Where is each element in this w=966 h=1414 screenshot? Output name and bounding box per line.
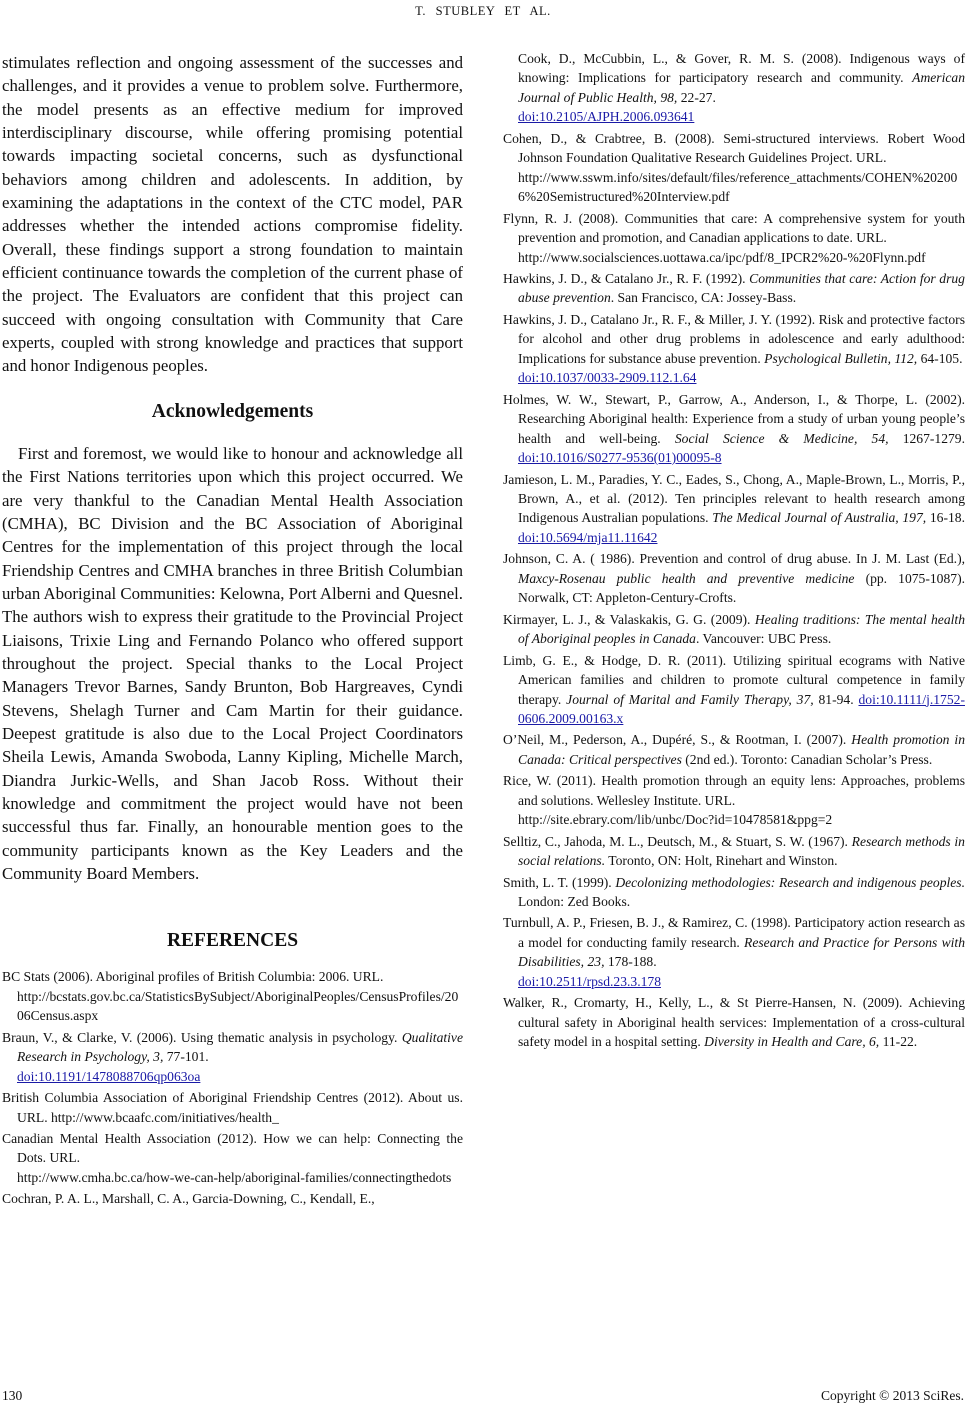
reference-text: Canadian Mental Health Association (2012). How we can help: Connecting the Dots. URL.	[2, 1130, 463, 1166]
reference-entry	[503, 310, 965, 388]
reference-text: Limb, G. E., & Hodge, D. R. (2011). Utilizing spiritual ecograms with Native American families and children to promote cultural competence in family therapy.	[503, 652, 965, 707]
reference-pages: 81-94.	[813, 691, 859, 707]
reference-journal: Psychological Bulletin, 112,	[764, 350, 918, 366]
reference-text: Smith, L. T. (1999).	[503, 874, 616, 890]
reference-doi-link[interactable]: doi:10.1111/j.1752-0606.2009.00163.x	[518, 691, 965, 726]
references-heading: REFERENCES	[166, 930, 299, 952]
reference-text: Selltiz, C., Jahoda, M. L., Deutsch, M., & Stuart, S. W. (1967).	[503, 833, 852, 849]
reference-text: Kirmayer, L. J., & Valaskakis, G. G. (2009).	[503, 611, 755, 627]
reference-journal: Journal of Marital and Family Therapy, 37,	[566, 691, 814, 707]
reference-text: O’Neil, M., Pederson, A., Dupéré, S., & Rootman, I. (2007).	[503, 732, 852, 748]
copyright-notice: Copyright © 2013 SciRes.	[820, 1388, 964, 1403]
reference-url[interactable]: http://www.sswm.info/sites/default/files/reference_attachments/COHEN%202006%20Semistructured%20Interview.pdf	[518, 169, 958, 205]
reference-doi-link[interactable]: doi:10.1191/1478088706qp063oa	[17, 1068, 201, 1084]
reference-entry	[2, 1129, 463, 1187]
reference-text: Flynn, R. J. (2008). Communities that care: A comprehensive system for youth prevention and promotion, and Canadian applications to date. URL.	[503, 210, 965, 246]
reference-text: Holmes, W. W., Stewart, P., Garrow, A., Anderson, I., & Thorpe, L. (2002). Researching Aboriginal health: Experience from a study of urban young people’s health and well-being.	[503, 391, 965, 446]
left-column	[2, 51, 463, 1211]
reference-text: Turnbull, A. P., Friesen, B. J., & Ramirez, C. (1998). Participatory action research as a model for conducting family research.	[503, 915, 965, 950]
reference-url[interactable]: http://www.cmha.bc.ca/how-we-can-help/aboriginal-families/connectingthedots	[17, 1169, 452, 1185]
reference-entry	[503, 269, 965, 308]
running-head: T. STUBLEY ET AL.	[415, 4, 551, 18]
reference-doi-link[interactable]: doi:10.1037/0033-2909.112.1.64	[518, 370, 697, 386]
reference-title: Healing traditions: The mental health of Aboriginal peoples in Canada	[518, 611, 965, 647]
reference-entry	[503, 549, 965, 607]
reference-title: Decolonizing methodologies: Research and indigenous peoples.	[615, 874, 965, 890]
reference-pages: 77-101.	[163, 1049, 209, 1065]
reference-publisher: (2nd ed.). Toronto: Canadian Scholar’s Press.	[681, 751, 933, 767]
acknowledgements-text: First and foremost, we would like to honour and acknowledge all the First Nations territories upon which this project occurred. We are very thankful to the Canadian Mental Health Association (CMHA), BC Division and the BC Association of Aboriginal Centres for the implementation of this project through the local Friendship Centres and CMHA branches in three British Columbian urban Aboriginal Communities: Kelowna, Port Alberni and Quesnel. The authors wish to express their gratitude to the Provincial Project Liaisons, Trixie Ling and Fernando Polanco who offered support throughout the project. Special thanks to the Local Project Managers Trevor Barnes, Sandy Brunton, Bob Hargreaves, Cyndi Stevens, Shelagh Turner and Cam Martin for their guidance. Deepest gratitude is also due to the Local Project Coordinators Sheila Lewis, Amanda Swoboda, Lanny Kipling, Michelle March, Diandra Jurkic-Wells, and Shan Jacob Ross. Without their knowledge and commitment the project would have not been successful thus far. Finally, an honourable mention goes to the community participants known as the Key Leaders and the Community Board Members.	[2, 443, 463, 883]
reference-journal: Social Science & Medicine, 54,	[674, 430, 889, 446]
reference-publisher: . San Francisco, CA: Jossey-Bass.	[610, 290, 797, 306]
reference-pages: 22-27.	[677, 89, 716, 105]
reference-title: Health promotion in Canada: Critical perspectives	[518, 732, 965, 767]
reference-title: Maxcy-Rosenau public health and preventive medicine	[518, 570, 855, 586]
reference-journal: The Medical Journal of Australia, 197,	[712, 510, 927, 526]
reference-entry	[503, 209, 965, 267]
reference-url[interactable]: http://bcstats.gov.bc.ca/StatisticsBySubject/AboriginalPeoples/CensusProfiles/2006Census.aspx	[17, 988, 459, 1024]
reference-pages: 11-22.	[879, 1034, 918, 1050]
reference-doi-link[interactable]: doi:10.2511/rpsd.23.3.178	[518, 973, 661, 989]
reference-entry	[503, 610, 965, 649]
reference-entry	[503, 993, 965, 1051]
reference-entry	[2, 1189, 469, 1208]
reference-pages: 16-18.	[926, 510, 965, 526]
reference-entry-continued	[503, 49, 965, 127]
reference-pages: 1267-1279.	[888, 430, 965, 446]
acknowledgements-heading: Acknowledgements	[151, 400, 314, 422]
reference-text: Hawkins, J. D., & Catalano Jr., R. F. (1992).	[503, 270, 750, 286]
reference-journal: Qualitative Research in Psychology, 3,	[17, 1029, 463, 1065]
reference-entry	[2, 967, 463, 1025]
reference-entry	[503, 873, 965, 912]
reference-pages: 178-188.	[604, 954, 657, 970]
reference-entry	[503, 730, 965, 769]
reference-text-first-line: Cochran, P. A. L., Marshall, C. A., Garcia-Downing, C., Kendall, E.,	[2, 1191, 375, 1207]
reference-title: Communities that care: Action for drug abuse prevention	[518, 270, 965, 306]
reference-publisher: London: Zed Books.	[518, 894, 631, 910]
reference-pages: 64-105.	[917, 350, 963, 366]
reference-doi-link[interactable]: doi:10.5694/mja11.11642	[518, 529, 658, 545]
reference-text: Cohen, D., & Crabtree, B. (2008). Semi-structured interviews. Robert Wood Johnson Foundation Qualitative Research Guidelines Project. URL.	[503, 130, 965, 166]
right-column	[503, 49, 965, 1054]
reference-publisher: (pp. 1075-1087). Norwalk, CT: Appleton-Century-Crofts.	[518, 570, 965, 606]
reference-text: Braun, V., & Clarke, V. (2006). Using thematic analysis in psychology.	[2, 1029, 402, 1045]
reference-entry	[503, 832, 965, 871]
reference-text: Johnson, C. A. ( 1986). Prevention and control of drug abuse. In J. M. Last (Ed.),	[503, 551, 965, 567]
reference-journal: Diversity in Health and Care, 6,	[704, 1034, 880, 1050]
reference-text-continued: Cook, D., McCubbin, L., & Gover, R. M. S. (2008). Indigenous ways of knowing: Implications for participatory research and community.	[518, 51, 965, 86]
reference-text: Jamieson, L. M., Paradies, Y. C., Eades, S., Chong, A., Maple-Brown, L., Morris, P., Brown, A., et al. (2012). Ten principles relevant to health research among Indigenous Australian populations.	[503, 471, 965, 526]
reference-text: Rice, W. (2011). Health promotion through an equity lens: Approaches, problems and solutions. Wellesley Institute. URL.	[503, 773, 965, 808]
reference-publisher: Toronto, ON: Holt, Rinehart and Winston.	[605, 853, 838, 869]
reference-url[interactable]: http://site.ebrary.com/lib/unbc/Doc?id=10478581&ppg=2	[518, 812, 833, 828]
reference-entry	[2, 1088, 463, 1127]
reference-doi-link[interactable]: doi:10.1016/S0277-9536(01)00095-8	[518, 450, 722, 466]
reference-entry	[503, 390, 965, 468]
reference-journal: Research and Practice for Persons with Disabilities, 23,	[518, 934, 965, 970]
reference-entry	[503, 129, 965, 207]
reference-journal: American Journal of Public Health, 98,	[518, 70, 965, 105]
reference-text: Walker, R., Cromarty, H., Kelly, L., & St Pierre-Hansen, N. (2009). Achieving cultural safety in Aboriginal health services: Implementation of a cross-cultural safety model in a hospital setting.	[503, 995, 965, 1050]
reference-text: Hawkins, J. D., Catalano Jr., R. F., & Miller, J. Y. (1992). Risk and protective factors for alcohol and other drug problems in adolescence and early adulthood: Implications for substance abuse prevention.	[503, 311, 965, 366]
reference-entry	[2, 1028, 463, 1086]
reference-publisher: . Vancouver: UBC Press.	[695, 631, 832, 647]
reference-entry	[503, 470, 965, 548]
body-paragraph: stimulates reflection and ongoing assessment of the successes and challenges, and it provides a venue to problem solve. Furthermore, the model presents as an effective medium for improved interdisciplinary discourse, while offering promising potential towards impacting societal concerns, such as dysfunctional behaviors among children and adolescents. In addition, by examining the adaptations in the context of the CTC model, PAR addresses whether the intended actions compromise fidelity. Overall, these findings support a strong foundation to maintain efficient continuance towards the completion of the current phase of the project. The Evaluators are confident that this project can succeed with ongoing consultation with Community that Care experts, coupled with strong knowledge and practices that support and honor Indigenous peoples.	[2, 53, 463, 376]
reference-url[interactable]: http://www.socialsciences.uottawa.ca/ipc/pdf/8_IPCR2%20-%20Flynn.pdf	[518, 249, 926, 265]
reference-doi-link[interactable]: doi:10.2105/AJPH.2006.093641	[518, 109, 695, 125]
reference-entry	[503, 913, 965, 991]
reference-entry	[503, 771, 965, 829]
page-number: 130	[2, 1388, 23, 1403]
reference-entry	[503, 651, 965, 729]
reference-text: British Columbia Association of Aboriginal Friendship Centres (2012). About us. URL. http://www.bcaafc.com/initiatives/health_	[2, 1090, 463, 1125]
reference-title: Research methods in social relations.	[518, 833, 965, 869]
reference-text: BC Stats (2006). Aboriginal profiles of British Columbia: 2006. URL.	[2, 969, 384, 985]
